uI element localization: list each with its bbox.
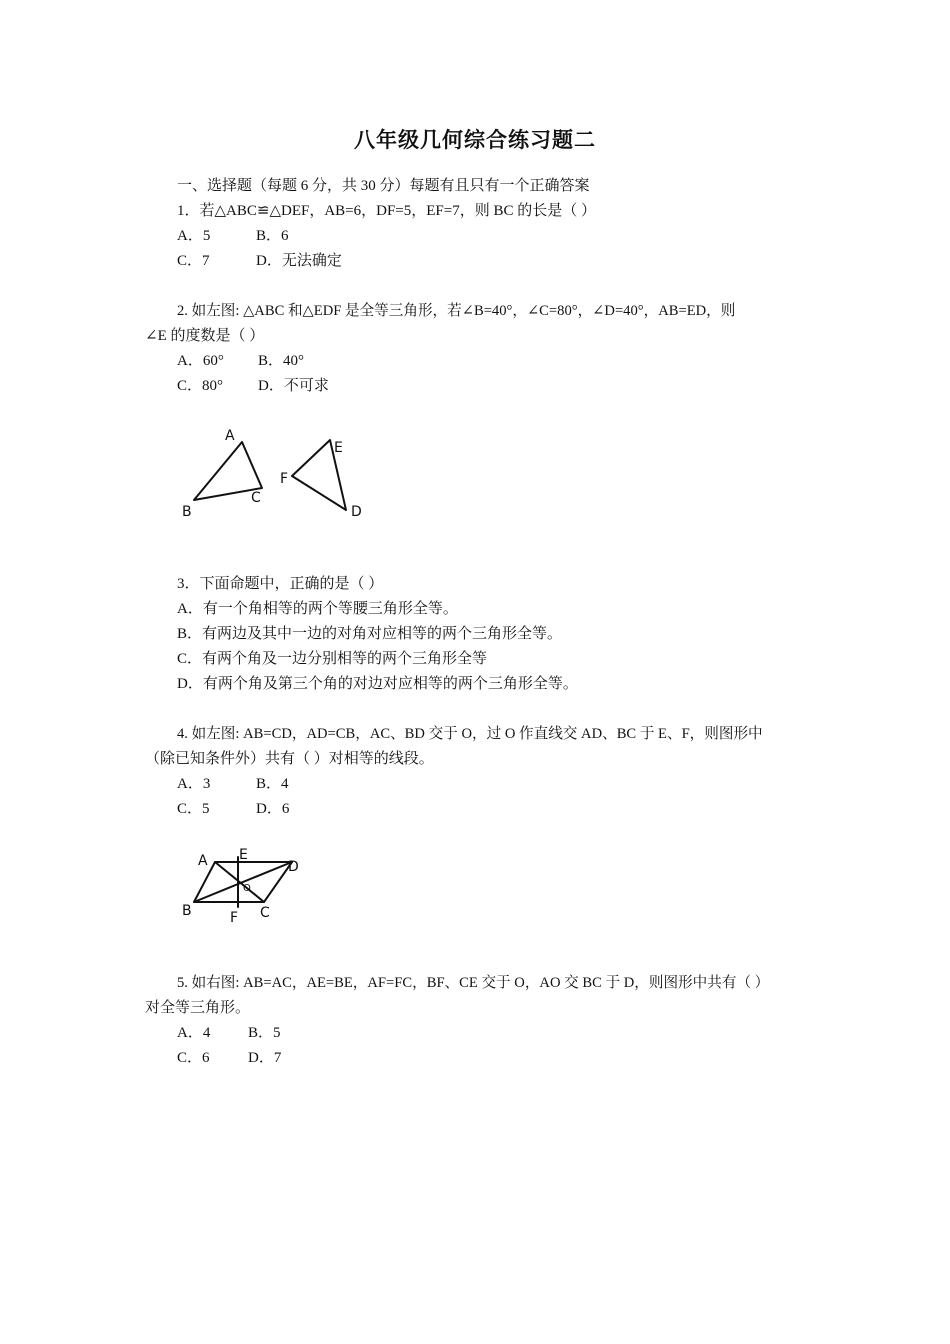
q4-option-a: A．3 [177, 776, 211, 792]
q1-option-d: D．无法确定 [256, 253, 342, 269]
section-header: 一、选择题（每题 6 分，共 30 分）每题有且只有一个正确答案 [177, 178, 590, 194]
q5-option-c: C．6 [177, 1050, 210, 1066]
q2-option-a: A．60° [177, 353, 224, 369]
label-d: D [351, 504, 362, 520]
label-e: E [334, 440, 343, 456]
q1-option-a: A．5 [177, 228, 211, 244]
q5-option-a: A．4 [177, 1025, 211, 1041]
label-f: F [230, 910, 239, 926]
q3-option-a: A．有一个角相等的两个等腰三角形全等。 [177, 601, 458, 617]
label-c: C [251, 490, 261, 506]
q3-option-b: B．有两边及其中一边的对角对应相等的两个三角形全等。 [177, 626, 563, 642]
q3-option-c: C．有两个角及一边分别相等的两个三角形全等 [177, 651, 488, 667]
question-5-stem-line2: 对全等三角形。 [145, 1000, 251, 1016]
question-3-stem: 3．下面命题中，正确的是（ ） [177, 576, 384, 592]
q5-option-d: D．7 [248, 1050, 282, 1066]
question-2-stem-line1: 2. 如左图: △ABC 和△EDF 是全等三角形，若∠B=40°，∠C=80°，∠D=40°，AB=ED，则 [177, 303, 736, 319]
q4-parallelogram-figure [170, 840, 320, 935]
label-c: C [260, 905, 270, 921]
label-d: D [288, 859, 299, 875]
q5-option-b: B．5 [248, 1025, 281, 1041]
q1-option-b: B．6 [256, 228, 289, 244]
q4-option-c: C．5 [177, 801, 210, 817]
label-f: F [280, 471, 289, 487]
question-4-stem-line1: 4. 如左图: AB=CD，AD=CB，AC、BD 交于 O，过 O 作直线交 AD、BC 于 E、F，则图形中 [177, 726, 763, 742]
q1-option-c: C．7 [177, 253, 210, 269]
label-b: B [182, 903, 192, 919]
q3-option-d: D．有两个角及第三个角的对边对应相等的两个三角形全等。 [177, 676, 578, 692]
q2-option-d: D．不可求 [258, 378, 329, 394]
label-a: A [225, 428, 235, 444]
label-e: E [239, 847, 248, 863]
q4-option-d: D．6 [256, 801, 290, 817]
question-4-stem-line2: （除已知条件外）共有（ ）对相等的线段。 [145, 751, 434, 767]
question-2-stem-line2: ∠E 的度数是（ ） [145, 328, 265, 344]
question-1-stem: 1．若△ABC≌△DEF，AB=6，DF=5，EF=7，则 BC 的长是（ ） [177, 203, 596, 219]
q2-triangles-figure [170, 420, 380, 530]
label-o: O [243, 883, 251, 894]
q4-option-b: B．4 [256, 776, 289, 792]
q2-option-c: C．80° [177, 378, 224, 394]
q2-option-b: B．40° [258, 353, 305, 369]
diagonal-ac [215, 862, 264, 902]
page-title: 八年级几何综合练习题二 [354, 128, 596, 152]
question-5-stem-line1: 5. 如右图: AB=AC，AE=BE，AF=FC，BF、CE 交于 O，AO 交 BC 于 D，则图形中共有（ ） [177, 975, 770, 991]
label-a: A [198, 853, 208, 869]
label-b: B [182, 504, 192, 520]
